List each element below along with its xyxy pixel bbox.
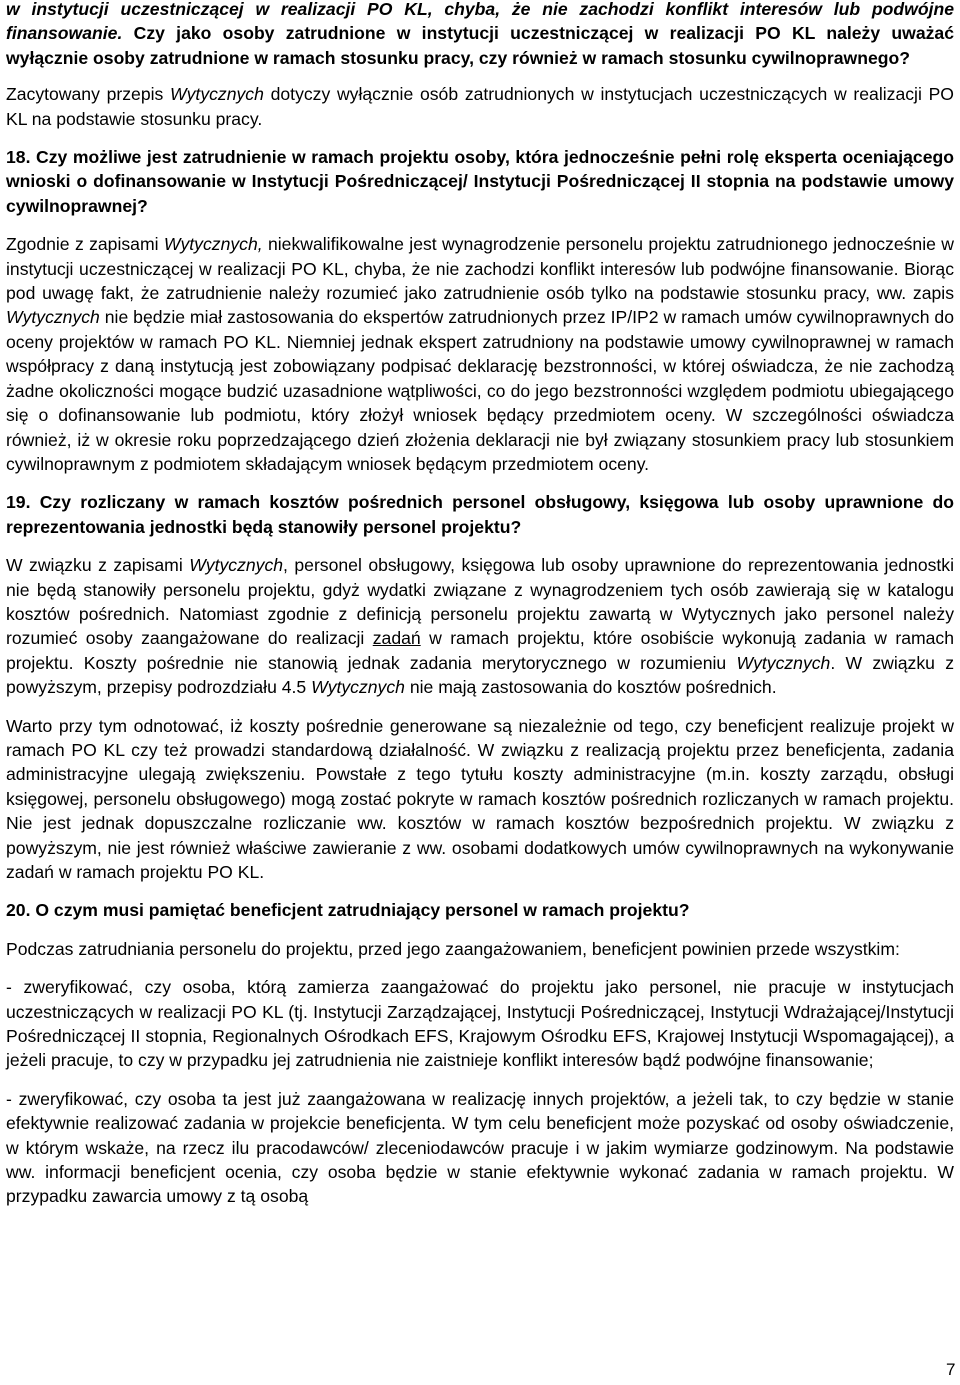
answer-20-intro [6,937,954,961]
text-segment: w ramach projektu, które osobiście wykonują zadania w ramach projektu. Koszty pośrednie nie stanowią jednak zadania merytorycznego w rozumieniu [6,628,954,673]
text-segment: Wytycznych [736,652,831,673]
text-segment: Wytycznych [6,307,100,328]
question-19 [6,490,954,539]
answer-20-item-2 [6,1087,954,1209]
question-18 [6,145,954,218]
question-20 [6,898,954,922]
text-segment: . W związku z powyższym, przepisy podrozdziału 4.5 [6,652,954,698]
text-segment: 19. Czy rozliczany w ramach kosztów pośrednich personel obsługowy, księgowa lub osoby uprawnione do reprezentowania jednostki będą stanowiły personel projektu? [6,492,954,537]
text-segment: Czy jako osoby zatrudnione w instytucji uczestniczącej w realizacji PO KL należy uważać wyłącznie osoby zatrudnione w ramach stosunku pracy, czy również w ramach stosunku cywilnoprawnego? [6,23,954,68]
text-segment: Wytycznych, [163,234,263,255]
text-segment: 18. Czy możliwe jest zatrudnienie w ramach projektu osoby, która jednocześnie pełni rolę eksperta oceniającego wnioski o dofinansowanie w Instytucji Pośredniczącej/ Instytucji Pośredniczącej II stopnia na podstawie umowy cywilnoprawnej? [6,147,954,216]
answer-19-part-1 [6,553,954,699]
text-segment: Zacytowany przepis [6,84,171,105]
text-segment: W związku z zapisami [6,555,190,576]
answer-17 [6,82,954,131]
text-segment: 20. O czym musi pamiętać beneficjent zatrudniający personel w ramach projektu? [6,900,690,921]
text-segment: Warto przy tym odnotować, iż koszty pośrednie generowane są niezależnie od tego, czy beneficjent realizuje projekt w ramach PO KL czy też prowadzi standardową działalność. W związku z realizacją projektu przez beneficjenta, zadania administracyjne ulegają zwiększeniu. Powstałe z tego tytułu koszty administracyjne (m.in. koszty zarządu, obsługi księgowej, personelu obsługowego) mogą zostać pokryte w ramach kosztów pośrednich rozliczanych w ramach projektu. Nie jest jednak dopuszczalne rozliczanie ww. kosztów w ramach kosztów bezpośrednich projektu. W związku z powyższym, nie jest również właściwe zawieranie z ww. osobami dodatkowych umów cywilnoprawnych na wykonywanie zadań w ramach projektu PO KL. [6,715,954,882]
text-segment: - zweryfikować, czy osoba, którą zamierza zaangażować do projektu jako personel, nie pracuje w instytucjach uczestniczących w realizacji PO KL (tj. Instytucji Zarządzającej, Instytucji Pośredniczącej, Instytucji Wdrażającej/Instytucji Pośredniczącej II stopnia, Regionalnych Ośrodkach EFS, Krajowym Ośrodku EFS, Krajowej Instytucji Wspomagającej), a jeżeli pracuje, to czy w przypadku jej zatrudnienia nie zaistnieje konflikt interesów bądź podwójne finansowanie; [6,977,954,1071]
answer-18 [6,232,954,476]
text-segment: dotyczy wyłącznie osób zatrudnionych w instytucjach uczestniczących w realizacji PO KL na podstawie stosunku pracy. [6,84,954,129]
document-page [6,0,954,1209]
text-segment: Wytycznych [189,555,284,576]
text-segment: Zgodnie z zapisami [6,234,164,255]
answer-20-item-1 [6,975,954,1073]
text-segment: - zweryfikować, czy osoba ta jest już zaangażowana w realizację innych projektów, a jeżeli tak, to czy będzie w stanie efektywnie realizować zadania w projekcie beneficjenta. W tym celu beneficjent może pozyskać od osoby oświadczenie, w którym wskaże, na rzecz ilu pracodawców/ zleceniodawców pracuje i w jakim wymiarze godzinowym. Na podstawie ww. informacji beneficjent ocenia, czy osoba będzie w stanie efektywnie wykonać zadania w ramach projektu. W przypadku zawarcia umowy z tą osobą [6,1088,954,1207]
text-segment: Wytycznych [311,677,405,698]
text-segment: Podczas zatrudniania personelu do projektu, przed jego zaangażowaniem, beneficjent powinien przede wszystkim: [6,938,900,959]
question-17-continued [6,0,954,70]
text-segment: zadań [372,628,421,649]
text-segment: , personel obsługowy, księgowa lub osoby uprawnione do reprezentowania jednostki nie będą stanowiły personelu projektu, gdyż wydatki związane z wynagrodzeniem tych osób zawierają się w katalogu kosztów pośrednich. Natomiast zgodnie z definicją personelu projektu zawartą w Wytycznych jako personel należy rozumieć osoby zaangażowane do realizacji [6,555,954,649]
text-segment: w instytucji uczestniczącej w realizacji PO KL, chyba, że nie zachodzi konflikt interesów lub podwójne finansowanie. [6,0,954,44]
text-segment: niekwalifikowalne jest wynagrodzenie personelu projektu zatrudnionego jednocześnie w instytucji uczestniczącej w realizacji PO KL, chyba, że nie zachodzi konflikt interesów lub podwójne finansowanie. Biorąc pod uwagę fakt, że zatrudnienie należy rozumieć jako zatrudnienie osób tylko na podstawie stosunku pracy, ww. zapis [6,234,954,304]
page-number: 7 [946,1360,956,1379]
text-segment: nie mają zastosowania do kosztów pośrednich. [404,677,777,698]
text-segment: nie będzie miał zastosowania do ekspertów zatrudnionych przez IP/IP2 w ramach umów cywilnoprawnych do oceny projektów w ramach PO KL. Niemniej jednak ekspert zatrudniony na podstawie umowy cywilnoprawnej w ramach współpracy z daną instytucją jest zobowiązany podpisać deklarację bezstronności, w której oświadcza, że nie zachodzą żadne okoliczności mogące budzić uzasadnione wątpliwości, co do jego bezstronności względem podmiotu ubiegającego się o dofinansowanie lub podmiotu, który złożył wniosek będący przedmiotem oceny. W szczególności oświadcza również, iż w okresie roku poprzedzającego dzień złożenia deklaracji nie był związany stosunkiem pracy lub stosunkiem cywilnoprawnym z podmiotem składającym wniosek będącym przedmiotem oceny. [6,307,954,474]
answer-19-part-2 [6,714,954,885]
text-segment: Wytycznych [170,84,264,105]
